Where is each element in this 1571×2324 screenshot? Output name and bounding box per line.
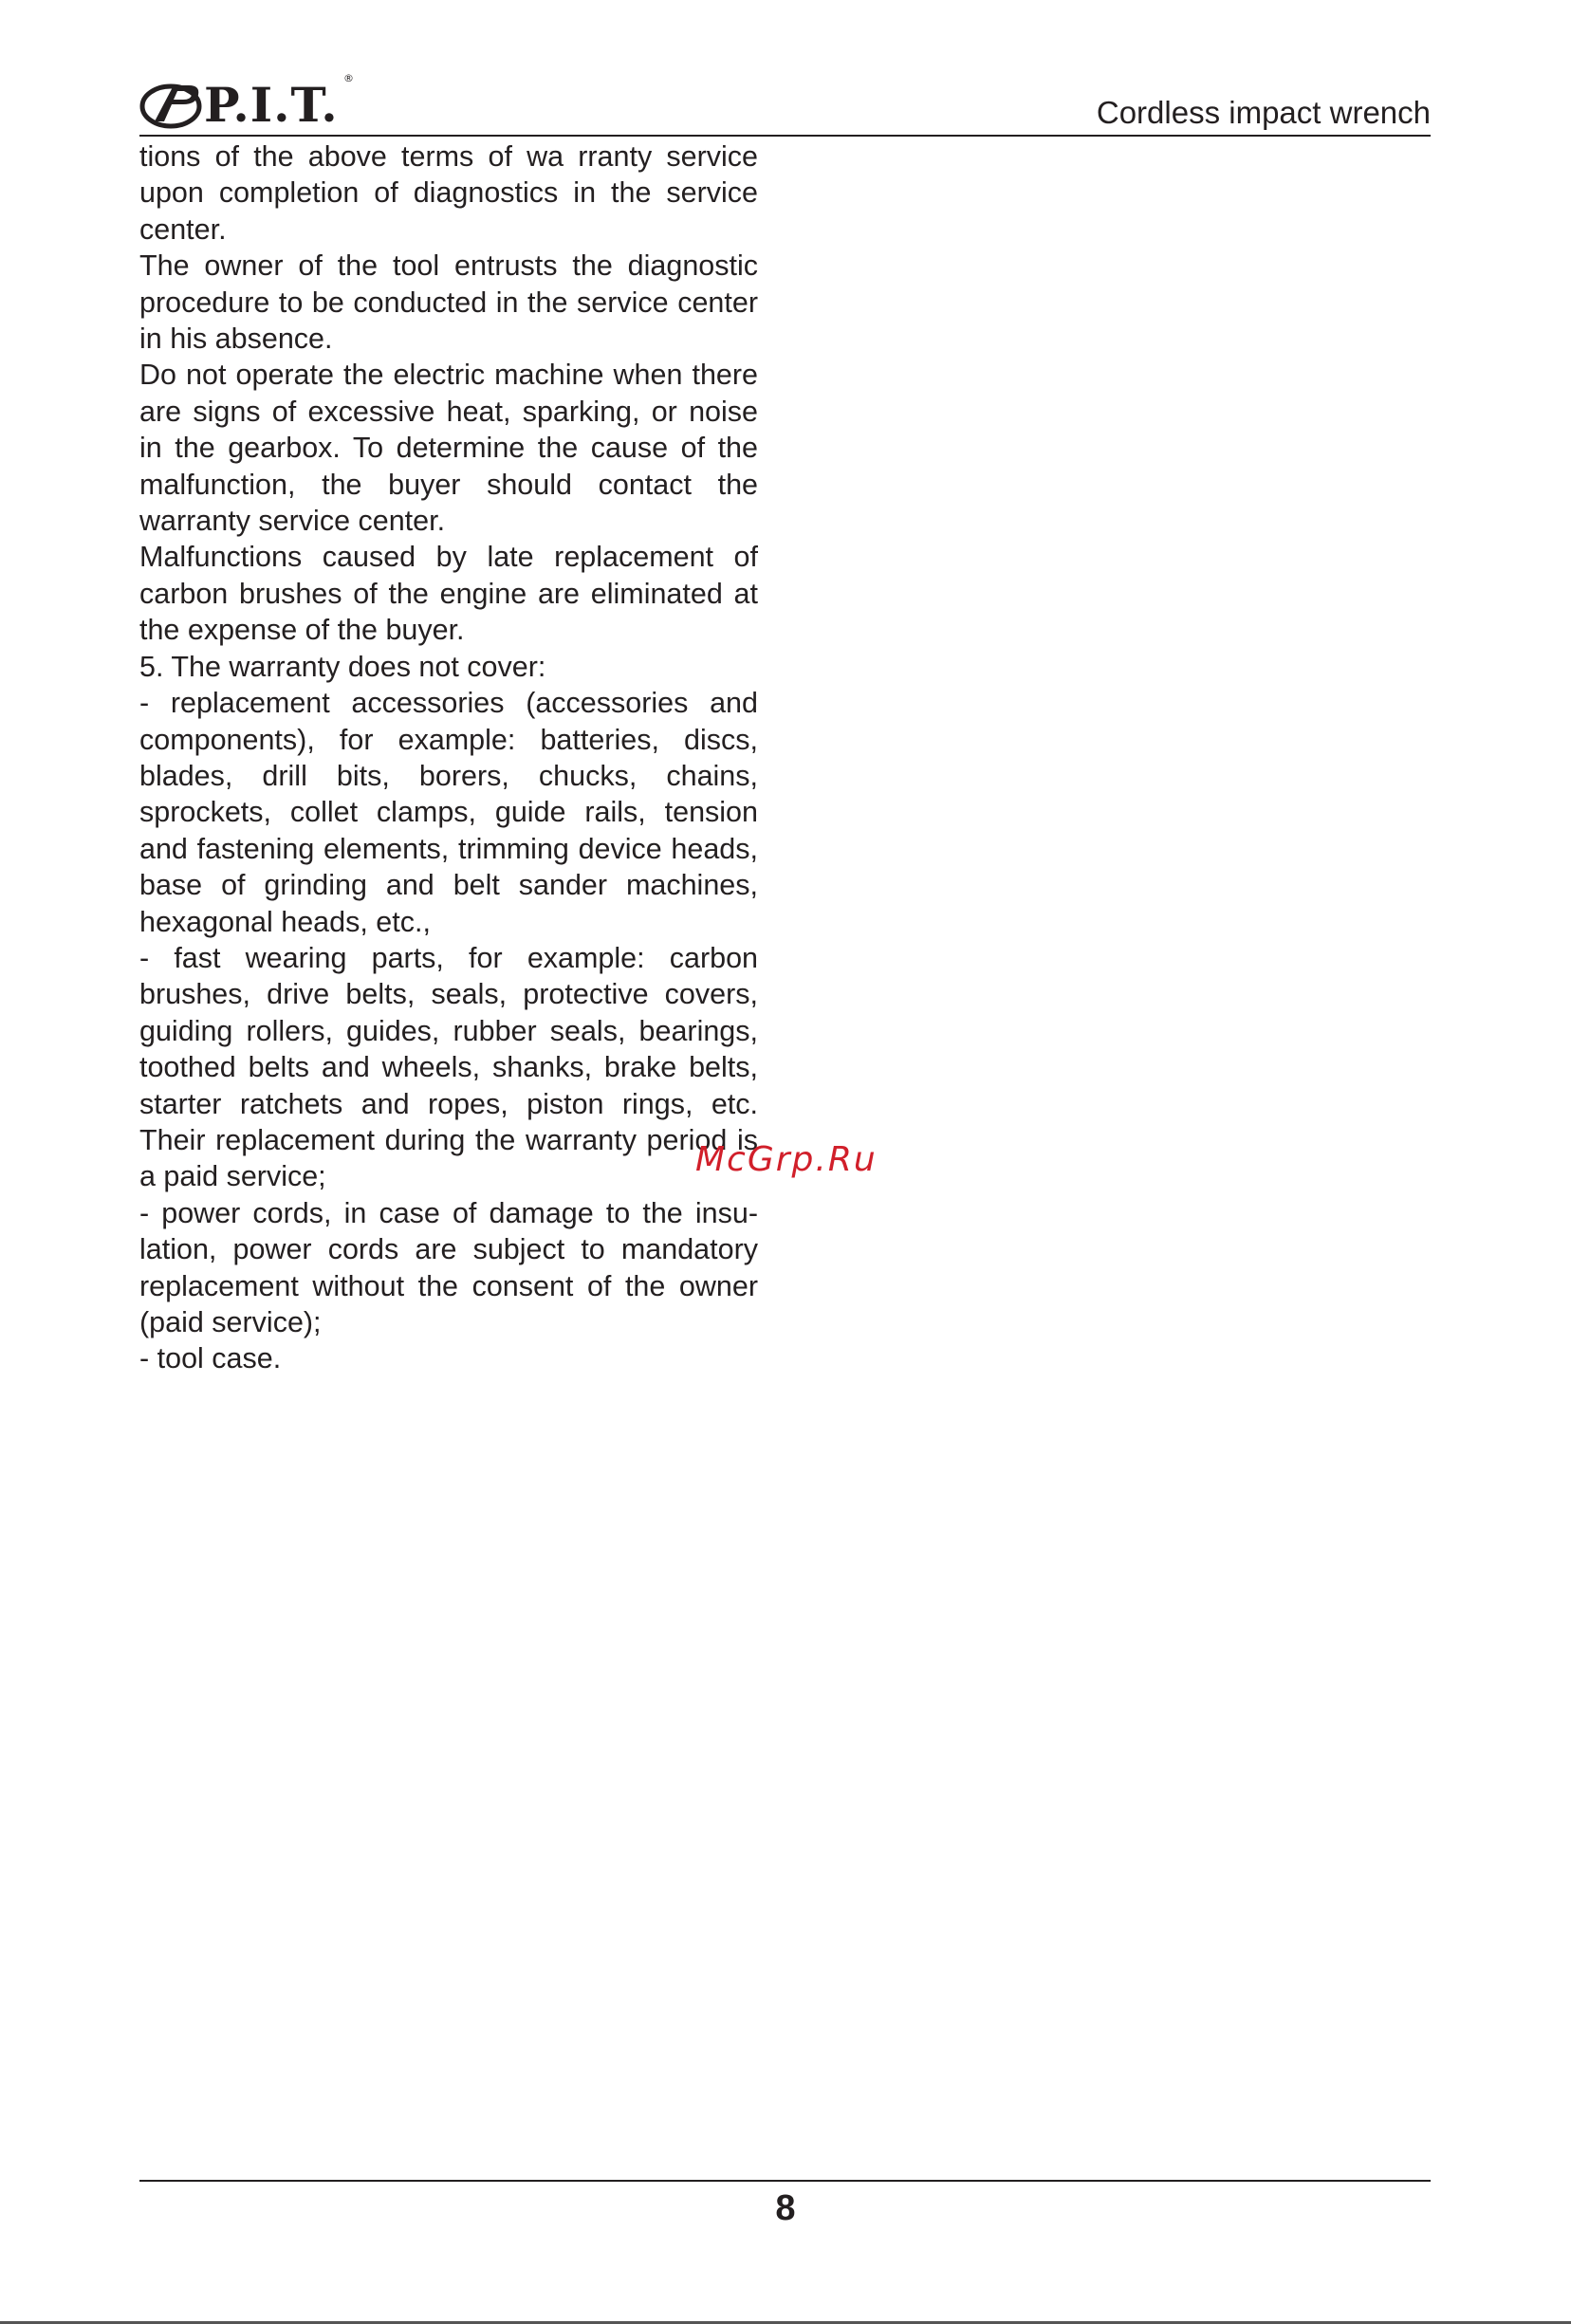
paragraph-carbon-brushes: Malfunctions caused by late replacement of carbon brushes of the engine are eliminated at the expense of the buyer. bbox=[139, 541, 758, 647]
page-number: 8 bbox=[775, 2188, 796, 2228]
warranty-text-column bbox=[139, 138, 758, 1377]
watermark: McGrp.Ru bbox=[695, 1140, 878, 1179]
list-item-fast-wearing-parts: - fast wearing parts, for example: carbon brushes, drive belts, seals, protective covers, guiding rollers, guides, rubber seals, bearings, toothed belts and wheels, shanks, brake belts, starter ratchets and ropes, piston rings, etc. Their replacement during the warranty period is a paid service; bbox=[139, 941, 758, 1193]
paragraph-warranty-terms: tions of the above terms of wa rranty service upon completion of diagnostics in the service center. bbox=[139, 140, 758, 246]
svg-text:P.I.T.: P.I.T. bbox=[204, 77, 339, 131]
page-header bbox=[139, 68, 1431, 137]
paragraph-diagnostic-procedure: The owner of the tool entrusts the diagnostic procedure to be conducted in the service center in his absence. bbox=[139, 249, 758, 356]
paragraph-warranty-exclusions-heading: 5. The warranty does not cover: bbox=[139, 650, 546, 683]
svg-text:®: ® bbox=[343, 72, 354, 84]
pit-logo bbox=[139, 68, 358, 131]
list-item-tool-case: - tool case. bbox=[139, 1342, 282, 1375]
list-item-replacement-accessories: - replacement accessories (accessories and components), for example: batteries, discs, blades, drill bits, borers, chucks, chains, sprockets, collet clamps, guide rails, tension and fastening elements, trimming device heads, base of grinding and belt sander machines, hexagonal heads, etc., bbox=[139, 687, 758, 938]
footer-divider bbox=[139, 2180, 1431, 2182]
document-title: Cordless impact wrench bbox=[1096, 95, 1431, 130]
paragraph-operation-warning: Do not operate the electric machine when there are signs of excessive heat, sparking, or noise in the gearbox. To determine the cause of the malfunction, the buyer should contact the warranty service center. bbox=[139, 359, 758, 538]
list-item-power-cords: - power cords, in case of damage to the insulation, power cords are subject to mandatory replacement without the consent of the owner (paid service); bbox=[139, 1196, 758, 1338]
